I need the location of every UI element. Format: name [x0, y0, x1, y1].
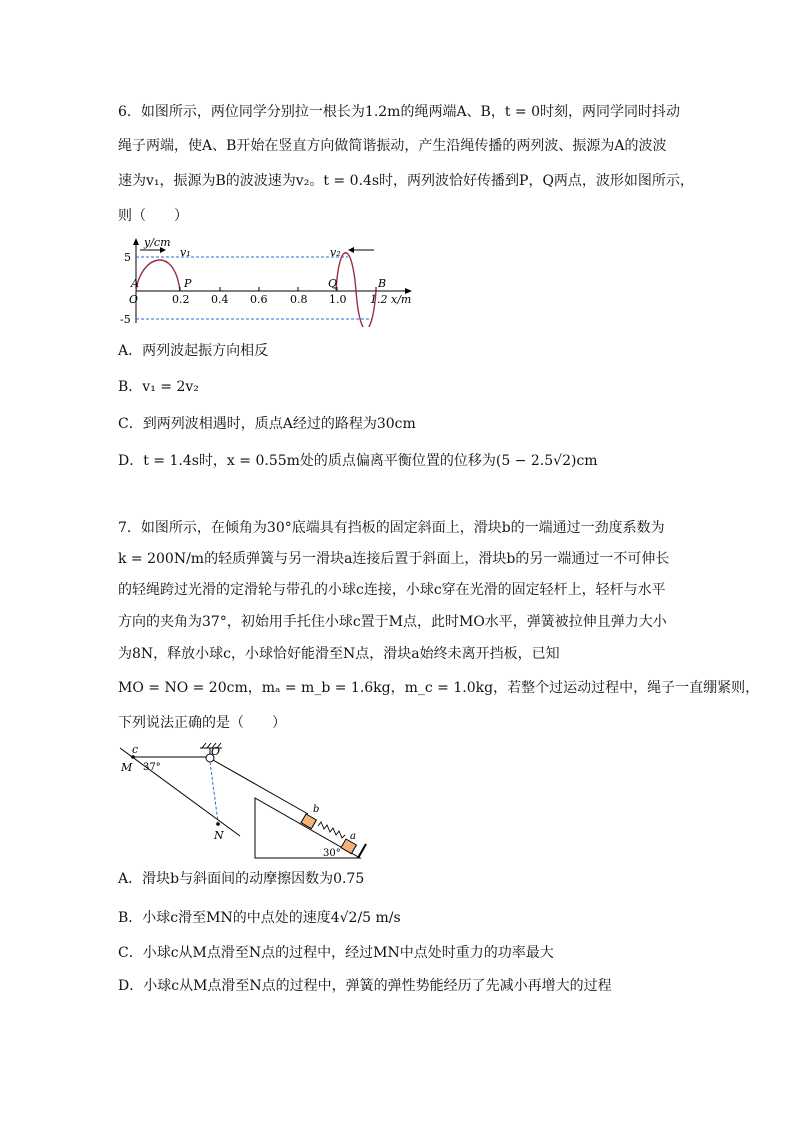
q6-line-1: 6．如图所示，两位同学分别拉一根长为1.2m的绳两端A、B，t = 0时刻，两同学同时抖动 — [118, 104, 681, 120]
rod — [120, 748, 240, 836]
q6-option-a[interactable]: A．两列波起振方向相反 — [118, 343, 269, 359]
label-m: M — [121, 761, 133, 774]
point-p-label: P — [184, 277, 192, 290]
x-tick-1.0: 1.0 — [329, 293, 347, 306]
point-b-label: B — [378, 277, 387, 290]
y-axis-arrow-icon — [133, 238, 139, 245]
v1-label: v₁ — [180, 246, 191, 259]
label-30-angle: 30° — [323, 848, 341, 859]
q7-option-b[interactable]: B．小球c滑至MN的中点处的速度4√2/5 m/s — [118, 910, 401, 926]
q7-line-6: MO = NO = 20cm，mₐ = m_b = 1.6kg，m_c = 1.0kg，若整个过运动过程中，绳子一直绷紧则， — [118, 680, 760, 696]
rope-ob — [213, 760, 308, 814]
x-tick-0.6: 0.6 — [250, 293, 268, 306]
q7-option-a[interactable]: A．滑块b与斜面间的动摩擦因数为0.75 — [118, 871, 365, 887]
q7-mechanics-figure — [110, 740, 380, 865]
q6-line-2: 绳子两端，使A、B开始在竖直方向做简谐振动，产生沿绳传播的两列波、振源为A的波波 — [118, 138, 667, 154]
q6-option-d[interactable]: D．t = 1.4s时，x = 0.55m处的质点偏离平衡位置的位移为(5 − 2.5√2)cm — [118, 453, 598, 469]
x-tick-0.8: 0.8 — [290, 293, 308, 306]
label-37-angle: 37° — [143, 762, 161, 773]
label-n: N — [214, 829, 224, 842]
x-tick-0.2: 0.2 — [172, 293, 190, 306]
point-a-label: A — [131, 277, 139, 290]
wave-a-curve — [136, 260, 180, 291]
hatch-1 — [202, 743, 206, 748]
q7-line-5: 为8N，释放小球c，小球恰好能滑至N点，滑块a始终未离开挡板，已知 — [118, 646, 560, 662]
dashed-on — [210, 762, 218, 822]
q7-line-3: 的轻绳跨过光滑的定滑轮与带孔的小球c连接，小球c穿在光滑的固定轻杆上，轻杆与水平 — [118, 582, 666, 598]
y-tick-5: 5 — [124, 251, 131, 264]
label-b: b — [313, 804, 320, 815]
v2-label: v₂ — [330, 246, 341, 259]
q6-option-c[interactable]: C．到两列波相遇时，质点A经过的路程为30cm — [118, 416, 416, 432]
spring-icon — [318, 822, 345, 838]
q7-line-4: 方向的夹角为37°，初始用手托住小球c置于M点，此时MO水平，弹簧被拉伸且弹力大小 — [118, 614, 667, 630]
wave-b-curve — [336, 253, 376, 327]
block-b — [301, 814, 316, 829]
q7-option-d[interactable]: D．小球c从M点滑至N点的过程中，弹簧的弹性势能经历了先减小再增大的过程 — [118, 978, 612, 994]
q6-line-4: 则（ ） — [118, 208, 188, 224]
origin-label: O — [129, 293, 139, 306]
label-a: a — [350, 831, 356, 842]
q6-option-b[interactable]: B．v₁ = 2v₂ — [118, 379, 199, 395]
point-n-dot — [216, 822, 220, 826]
v2-arrowhead-icon — [348, 247, 354, 253]
label-c: c — [132, 743, 139, 756]
y-tick-neg5: -5 — [120, 313, 131, 326]
label-o: O — [211, 745, 221, 758]
q7-line-2: k = 200N/m的轻质弹簧与另一滑块a连接后置于斜面上，滑块b的另一端通过一不可伸长 — [118, 551, 670, 567]
y-axis-label: y/cm — [144, 236, 171, 249]
q7-line-7: 下列说法正确的是（ ） — [118, 715, 286, 731]
q6-line-3: 速为v₁，振源为B的波波速为v₂。t = 0.4s时，两列波恰好传播到P，Q两点，波形如图所示， — [118, 173, 694, 189]
q7-option-c[interactable]: C．小球c从M点滑至N点的过程中，经过MN中点处时重力的功率最大 — [118, 945, 554, 961]
q7-line-1: 7．如图所示，在倾角为30°底端具有挡板的固定斜面上，滑块b的一端通过一劲度系数为 — [118, 520, 665, 536]
stopper — [358, 844, 366, 858]
x-axis-label: 1.2 x/m — [370, 293, 412, 306]
x-tick-0.4: 0.4 — [211, 293, 229, 306]
point-q-label: Q — [328, 277, 338, 290]
q6-wave-figure — [120, 235, 420, 327]
